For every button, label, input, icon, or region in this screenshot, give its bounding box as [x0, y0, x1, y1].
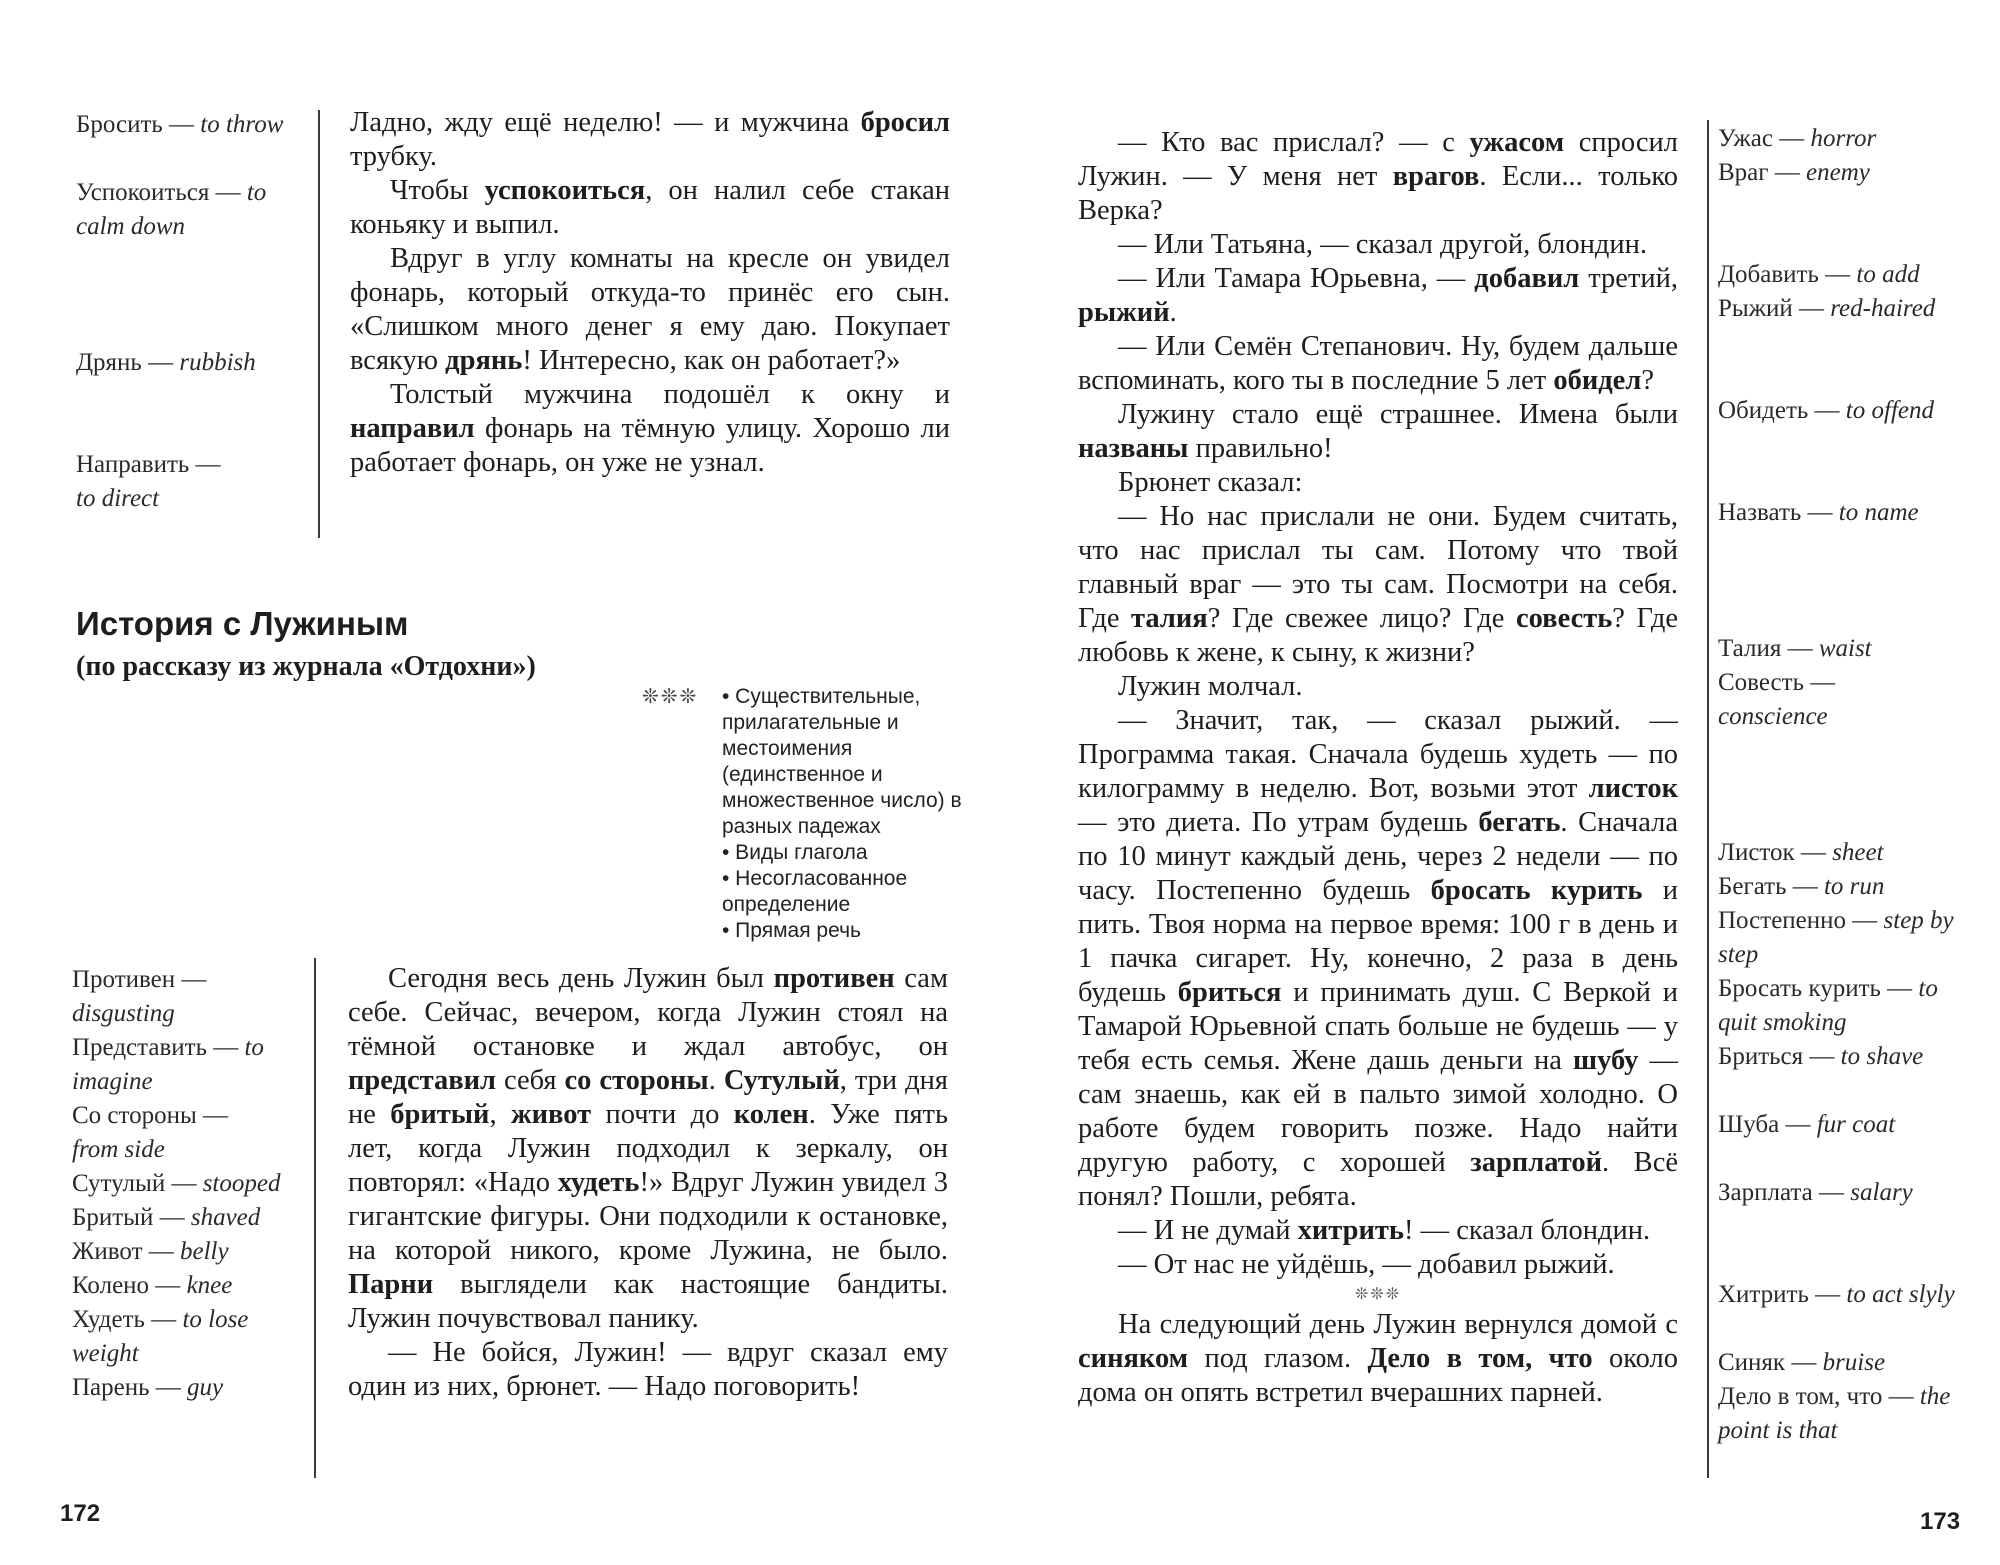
gloss-entry: Дрянь — rubbish [76, 349, 256, 376]
gloss-entry: Со стороны — from side [72, 1102, 229, 1163]
asterism-icon: ❊❊❊ [642, 686, 699, 708]
paragraph: — От нас не уйдёшь, — добавил рыжий. [1118, 1249, 1615, 1280]
grammar-item: • Несогласованное определение [722, 867, 908, 916]
grammar-item: • Виды глагола [722, 841, 868, 864]
story-body [348, 962, 948, 1404]
paragraph: — Или Тамара Юрьевна, — добавил третий, рыжий. [1078, 263, 1678, 328]
grammar-item: • Существительные, прилагательные и местоимения (единственное и множественное число) в разных падежах [722, 685, 962, 838]
gloss-entry: Бритый — shaved [72, 1204, 261, 1231]
gloss-entry: Враг — enemy [1718, 159, 1870, 186]
paragraph: Лужину стало ещё страшнее. Имена были названы правильно! [1078, 399, 1678, 464]
gloss-entry: Талия — waist [1718, 635, 1872, 662]
story-subtitle: (по рассказу из журнала «Отдохни») [76, 651, 536, 682]
gloss-entry: Листок — sheet [1718, 839, 1884, 866]
gloss-entry: Добавить — to add [1718, 261, 1920, 288]
paragraph: Лужин молчал. [1118, 671, 1303, 702]
top-glossary [76, 108, 308, 516]
paragraph: — Или Татьяна, — сказал другой, блондин. [1118, 229, 1647, 260]
gloss-entry: Сутулый — stooped [72, 1170, 281, 1197]
gloss-entry: Постепенно — step by step [1718, 907, 1954, 968]
gloss-entry: Успокоиться — to calm down [76, 179, 267, 240]
gloss-entry: Синяк — bruise [1718, 1349, 1886, 1376]
paragraph: — Значит, так, — сказал рыжий. — Программа такая. Сначала будешь худеть — по килограмму в неделю. Вот, возьми этот листок — это диета. По утрам будешь бегать. Сначала по 10 минут каждый день, через 2 недели — по часу. Постепенно будешь бросать курить и пить. Твоя норма на первое время: 100 г в день и 1 пачка сигарет. Ну, конечно, 2 раза в день будешь бриться и принимать душ. С Веркой и Тамарой Юрьевной спать больше не будешь — у тебя есть семья. Жене дашь деньги на шубу — сам знаешь, как ей в пальто зимой холодно. О работе будем говорить позже. Надо найти другую работу, с хорошей зарплатой. Всё понял? Пошли, ребята. [1078, 705, 1679, 1212]
gloss-entry: Хитрить — to act slyly [1718, 1281, 1955, 1308]
gloss-entry: Шуба — fur coat [1718, 1111, 1896, 1138]
gloss-entry: Парень — guy [72, 1374, 224, 1401]
gloss-entry: Дело в том, что — the point is that [1718, 1383, 1951, 1444]
gloss-entry: Противен — disgusting [72, 966, 207, 1027]
paragraph: Сегодня весь день Лужин был противен сам себе. Сейчас, вечером, когда Лужин стоял на тёмной остановке и ждал автобус, он представил себя со стороны. Сутулый, три дня не бритый, живот почти до колен. Уже пять лет, когда Лужин подходил к зеркалу, он повторял: «Надо худеть!» Вдруг Лужин увидел 3 гигантские фигуры. Они подходили к остановке, на которой никого, кроме Лужина, не было. Парни выглядели как настоящие бандиты. Лужин почувствовал панику. [348, 963, 949, 1334]
gloss-entry: Бросать курить — to quit smoking [1718, 975, 1938, 1036]
gloss-entry: Бриться — to shave [1718, 1043, 1924, 1070]
paragraph: — И не думай хитрить! — сказал блондин. [1118, 1215, 1651, 1246]
paragraph: Брюнет сказал: [1118, 467, 1303, 498]
paragraph: — Но нас прислали не они. Будем считать, что нас прислал ты сам. Потому что твой главный враг — это ты сам. Посмотри на себя. Где талия? Где свежее лицо? Где совесть? Где любовь к жене, к сыну, к жизни? [1078, 501, 1678, 668]
gloss-entry: Совесть — conscience [1718, 669, 1836, 730]
paragraph: Ладно, жду ещё неделю! — и мужчина бросил трубку. [350, 107, 950, 172]
page-number: 173 [1920, 1508, 1961, 1535]
gloss-entry: Представить — to imagine [72, 1034, 264, 1095]
gloss-entry: Зарплата — salary [1718, 1179, 1913, 1206]
right-glossary [1718, 122, 1978, 1448]
gloss-entry: Назвать — to name [1718, 499, 1919, 526]
paragraph: — Или Семён Степанович. Ну, будем дальше вспоминать, кого ты в последние 5 лет обидел? [1078, 331, 1678, 396]
bottom-glossary [72, 963, 312, 1405]
gloss-entry: Бросить — to throw [76, 111, 284, 138]
margin-divider [318, 110, 320, 538]
paragraph: Вдруг в углу комнаты на кресле он увидел фонарь, который откуда-то принёс его сын. «Слишком много денег я ему даю. Покупает всякую дрянь! Интересно, как он работает?» [350, 243, 950, 376]
paragraph: Толстый мужчина подошёл к окну и направил фонарь на тёмную улицу. Хорошо ли работает фонарь, он уже не узнал. [350, 379, 950, 478]
grammar-item: • Прямая речь [722, 919, 861, 942]
story-title: История с Лужиным [76, 605, 409, 642]
margin-divider [1707, 120, 1709, 1478]
gloss-entry: Рыжий — red-haired [1718, 295, 1936, 322]
gloss-entry: Обидеть — to offend [1718, 397, 1934, 424]
gloss-entry: Колено — knee [72, 1272, 233, 1299]
gloss-entry: Направить — to direct [76, 451, 221, 512]
gloss-entry: Бегать — to run [1718, 873, 1885, 900]
gloss-entry: Ужас — horror [1718, 125, 1877, 152]
page-number: 172 [60, 1500, 101, 1527]
right-page [1000, 0, 2000, 1565]
section-separator: ❊❊❊ [1354, 1286, 1402, 1303]
grammar-topics [642, 684, 972, 944]
story-fragment [350, 106, 950, 480]
gloss-entry: Худеть — to lose weight [72, 1306, 249, 1367]
paragraph: — Не бойся, Лужин! — вдруг сказал ему один из них, брюнет. — Надо поговорить! [348, 1337, 948, 1402]
paragraph: — Кто вас прислал? — с ужасом спросил Лужин. — У меня нет врагов. Если... только Верка? [1078, 127, 1678, 226]
paragraph: Чтобы успокоиться, он налил себе стакан коньяку и выпил. [350, 175, 950, 240]
margin-divider [314, 958, 316, 1478]
story-body [1078, 126, 1678, 1410]
paragraph: На следующий день Лужин вернулся домой с синяком под глазом. Дело в том, что около дома он опять встретил вчерашних парней. [1078, 1309, 1678, 1408]
gloss-entry: Живот — belly [72, 1238, 229, 1265]
